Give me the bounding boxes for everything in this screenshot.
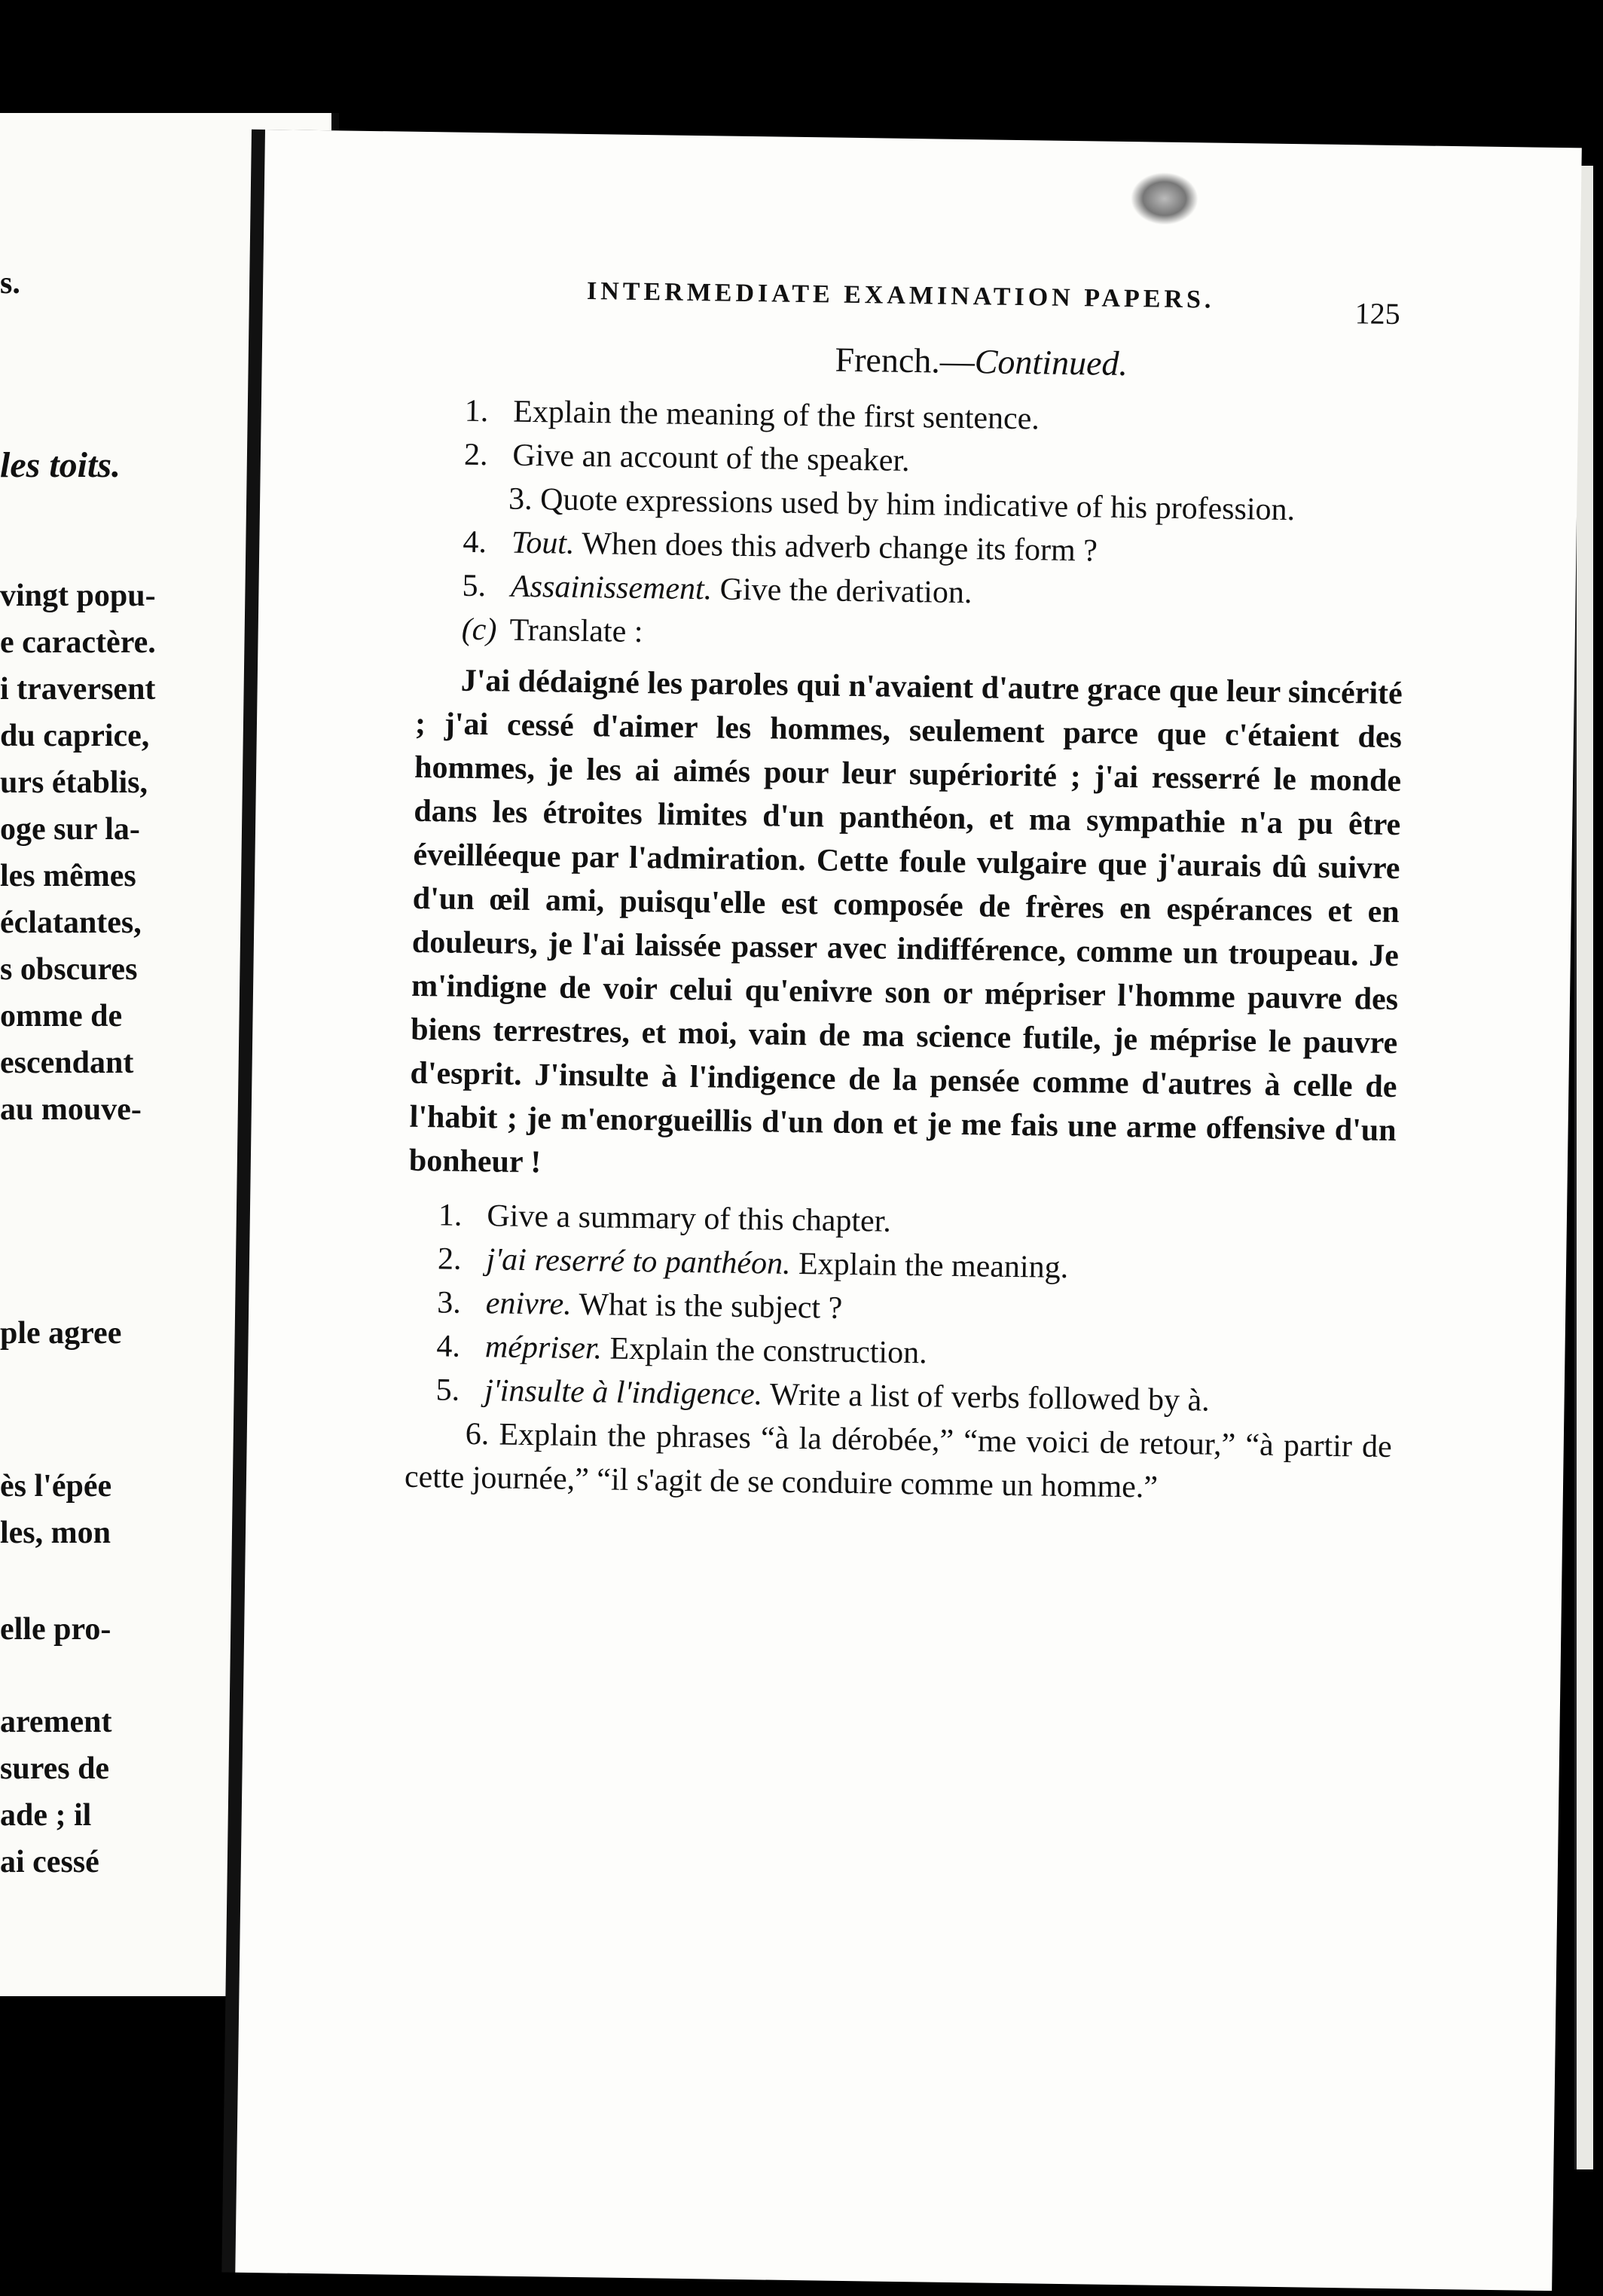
question-text: Explain the meaning. — [798, 1247, 1069, 1286]
question-list-b — [405, 1193, 1396, 1513]
left-page-line: au mouve- — [0, 1092, 142, 1127]
left-page-line: les mêmes — [0, 859, 136, 893]
left-page-line: sures de — [0, 1751, 110, 1786]
question-text: Write a list of verbs followed by à. — [769, 1377, 1211, 1418]
running-head: INTERMEDIATE EXAMINATION PAPERS. — [586, 276, 1215, 314]
question-text: Give a summary of this chapter. — [487, 1198, 892, 1239]
question-term: mépriser. — [484, 1330, 603, 1366]
question-text: Explain the construction. — [609, 1331, 927, 1371]
left-page-line: ai cessé — [0, 1845, 99, 1879]
question-item — [405, 1412, 1392, 1513]
question-list-a — [416, 389, 1406, 664]
left-page-line: vingt popu- — [0, 579, 156, 613]
question-term: enivre. — [485, 1286, 572, 1322]
left-page-line: ple agree — [0, 1316, 122, 1351]
page-content — [405, 275, 1409, 1513]
question-number: 3. — [436, 1285, 462, 1321]
left-page-line: éclatantes, — [0, 905, 142, 940]
page-number: 125 — [1354, 296, 1401, 331]
left-page-line: les, mon — [0, 1516, 111, 1550]
left-page-line: oge sur la- — [0, 812, 140, 847]
question-text: Give the derivation. — [719, 572, 972, 611]
right-main-page — [235, 130, 1582, 2291]
section-title — [420, 334, 1407, 387]
left-page-line: s obscures — [0, 952, 138, 987]
left-page-line: du caprice, — [0, 719, 150, 753]
question-number: 1. — [464, 393, 489, 429]
question-term: Tout. — [511, 525, 575, 561]
question-text: When does this adverb change its form ? — [581, 526, 1098, 569]
left-page-line: i traversent — [0, 672, 156, 707]
question-text: Quote expressions used by him indicative of his profession. — [539, 482, 1296, 528]
left-page-line: e caractère. — [0, 625, 156, 660]
question-number: 1. — [438, 1198, 463, 1233]
question-number: (c) — [461, 612, 497, 648]
left-page-line: s. — [0, 266, 20, 301]
question-number: 5. — [435, 1372, 460, 1408]
left-page-line: urs établis, — [0, 765, 148, 800]
question-number: 3. — [508, 481, 533, 517]
left-page-line: omme de — [0, 999, 123, 1034]
left-page-line: les toits. — [0, 445, 121, 485]
question-number: 6. — [465, 1416, 490, 1452]
binding-smudge — [1130, 172, 1198, 225]
left-page-line: ade ; il — [0, 1798, 92, 1833]
question-number: 2. — [463, 437, 488, 473]
question-text: Explain the phrases “à la dérobée,” “me voici de retour,” “à partir de cette journée,” “il s'agit de se conduire comme un homme.” — [404, 1417, 1393, 1505]
question-text: Translate : — [509, 612, 643, 650]
question-number: 4. — [463, 524, 487, 560]
question-term: Assainissement. — [510, 569, 713, 607]
page-header — [420, 275, 1408, 334]
question-text: Give an account of the speaker. — [512, 438, 910, 478]
section-title-main: French.— — [835, 340, 976, 381]
question-text: What is the subject ? — [579, 1287, 843, 1326]
left-page-line: arement — [0, 1705, 112, 1739]
question-term: j'ai reserré to panthéon. — [486, 1242, 791, 1281]
question-text: Explain the meaning of the first sentence. — [512, 394, 1040, 437]
french-passage: J'ai dédaigné les paroles qui n'avaient d'autre grace que leur sincérité ; j'ai cessé d'aimer les hommes, seulement parce que c'étaient des hommes, je les ai aimés pour leur supériorité ; j'ai resserré le monde dans les étroites limites d'un panthéon, et ma sympathie n'a pu être éveilléeque par l'admiration. Cette foule vulgaire que j'aurais dû suivre d'un œil ami, puisqu'elle est composée de frères en espérances et en douleurs, je l'ai laissée passer avec indifférence, comme un troupeau. Je m'indigne de voir celui qu'enivre son or mépriser l'homme pauvre des biens terrestres, et moi, vain de ma science futile, je méprise le pauvre d'esprit. J'insulte à l'indigence de la pensée comme d'autres à celle de l'habit ; je m'enorgueillis d'un don et je me fais une arme offensive d'un bonheur ! — [408, 663, 1403, 1180]
question-term: j'insulte à l'indigence. — [484, 1373, 763, 1412]
section-title-continued: Continued. — [974, 342, 1128, 383]
question-number: 2. — [437, 1241, 462, 1277]
left-page-line: elle pro- — [0, 1612, 111, 1647]
question-number: 5. — [462, 568, 487, 604]
question-number: 4. — [436, 1329, 461, 1364]
left-page-line: escendant — [0, 1046, 134, 1080]
left-page-line: ès l'épée — [0, 1469, 112, 1504]
